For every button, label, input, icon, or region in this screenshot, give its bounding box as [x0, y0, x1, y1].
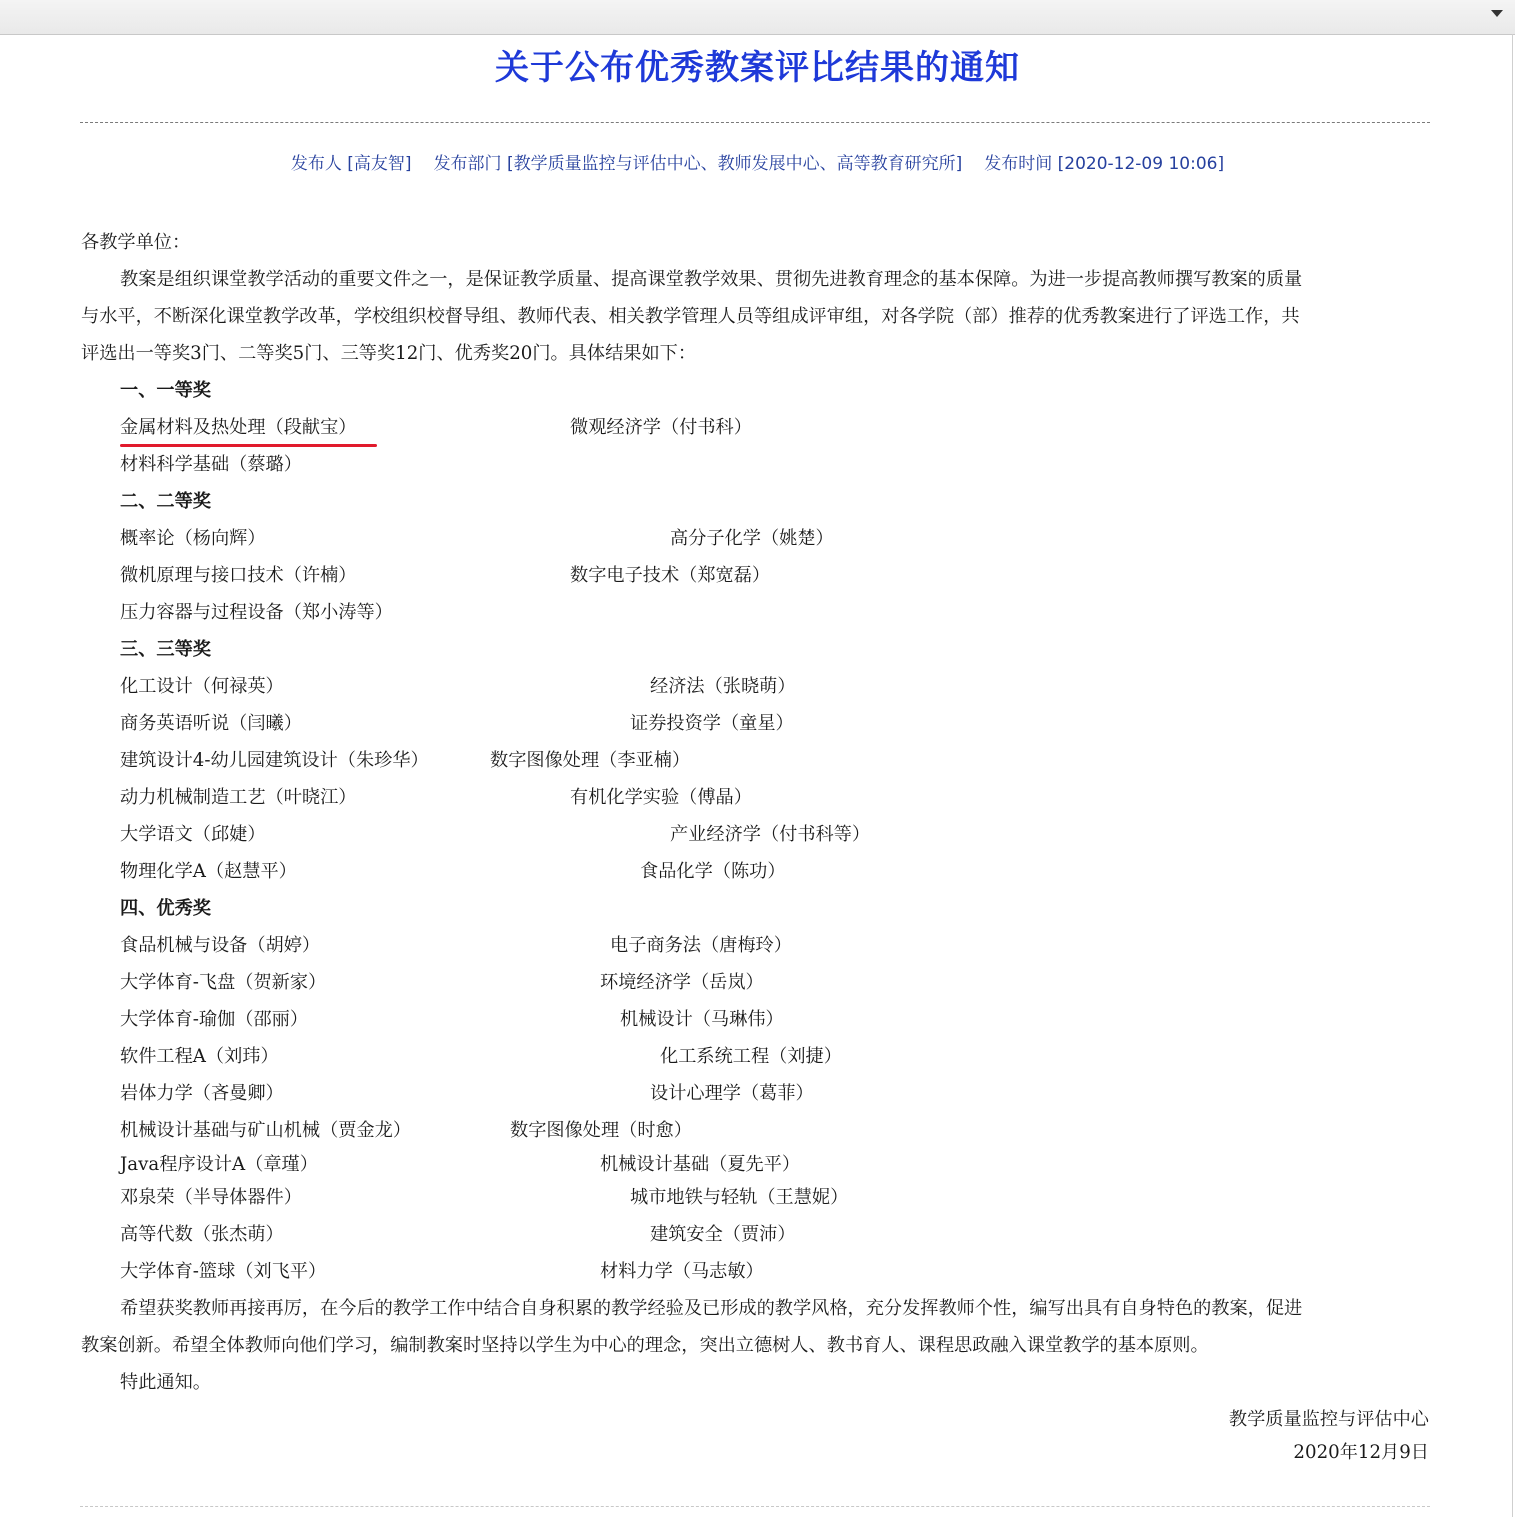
award-item: 化工设计（何禄英） [120, 676, 284, 697]
award-item: 机械设计基础与矿山机械（贾金龙） [120, 1120, 412, 1141]
award-item: 大学体育-瑜伽（邵丽） [120, 1009, 309, 1030]
award-item: 微观经济学（付书科） [570, 417, 752, 438]
department-link[interactable]: 发布部门 [教学质量监控与评估中心、教师发展中心、高等教育研究所] [433, 154, 963, 174]
award-item: 产业经济学（付书科等） [670, 824, 871, 845]
award-item: 商务英语听说（闫曦） [120, 713, 302, 734]
section-heading-third: 三、三等奖 [120, 639, 211, 660]
notice-text: 特此通知。 [120, 1372, 211, 1393]
award-item: 金属材料及热处理（段献宝） [120, 417, 357, 438]
award-item: 概率论（杨向辉） [120, 528, 266, 549]
award-item: 证券投资学（童星） [630, 713, 794, 734]
publish-info [0, 149, 1515, 174]
award-item: 设计心理学（葛菲） [650, 1083, 814, 1104]
award-item: 高等代数（张杰萌） [120, 1224, 284, 1245]
award-item: 岩体力学（吝曼卿） [120, 1083, 284, 1104]
scroll-edge [1512, 34, 1513, 1517]
award-item: 经济法（张晓萌） [650, 676, 796, 697]
award-item: 材料科学基础（蔡璐） [120, 454, 302, 475]
award-item: 动力机械制造工艺（叶晓江） [120, 787, 357, 808]
intro-line: 评选出一等奖3门、二等奖5门、三等奖12门、优秀奖20门。具体结果如下： [81, 343, 697, 364]
award-item: 城市地铁与轻轨（王慧妮） [630, 1187, 849, 1208]
award-item: 高分子化学（姚楚） [670, 528, 834, 549]
section-heading-first: 一、一等奖 [120, 380, 211, 401]
award-item: 邓泉荣（半导体器件） [120, 1187, 302, 1208]
intro-line: 教案是组织课堂教学活动的重要文件之一，是保证教学质量、提高课堂教学效果、贯彻先进教育理念的基本保障。为进一步提高教师撰写教案的质量 [120, 269, 1303, 290]
award-item: 材料力学（马志敏） [600, 1261, 764, 1282]
title-divider [80, 122, 1430, 123]
dropdown-arrow-icon[interactable] [1491, 10, 1503, 17]
award-item: 数字图像处理（时愈） [510, 1120, 692, 1141]
award-item: 电子商务法（唐梅玲） [610, 935, 792, 956]
signature: 教学质量监控与评估中心 [1228, 1409, 1429, 1430]
award-item: 大学体育-篮球（刘飞平） [120, 1261, 327, 1282]
browser-toolbar [0, 0, 1515, 35]
award-item: 微机原理与接口技术（许楠） [120, 565, 357, 586]
intro-line: 与水平，不断深化课堂教学改革，学校组织校督导组、教师代表、相关教学管理人员等组成评审组，对各学院（部）推荐的优秀教案进行了评选工作，共 [81, 306, 1300, 327]
award-item: 建筑安全（贾沛） [650, 1224, 796, 1245]
award-item: 建筑设计4-幼儿园建筑设计（朱珍华） [120, 750, 429, 771]
award-item: 机械设计基础（夏先平） [600, 1154, 801, 1175]
closing-line: 希望获奖教师再接再厉，在今后的教学工作中结合自身积累的教学经验及已形成的教学风格，充分发挥教师个性，编写出具有自身特色的教案，促进 [120, 1298, 1303, 1319]
award-item: Java程序设计A（章瑾） [120, 1154, 318, 1175]
award-item: 化工系统工程（刘捷） [660, 1046, 842, 1067]
salutation: 各教学单位： [81, 232, 191, 253]
publish-time: 发布时间 [2020-12-09 10:06] [984, 154, 1225, 174]
closing-line: 教案创新。希望全体教师向他们学习，编制教案时坚持以学生为中心的理念，突出立德树人、教书育人、课程思政融入课堂教学的基本原则。 [81, 1335, 1209, 1356]
publisher-link[interactable]: 发布人 [高友智] [290, 154, 412, 174]
award-item: 机械设计（马琳伟） [620, 1009, 784, 1030]
section-heading-second: 二、二等奖 [120, 491, 211, 512]
award-item: 软件工程A（刘玮） [120, 1046, 279, 1067]
award-item: 数字电子技术（郑宽磊） [570, 565, 771, 586]
award-item: 食品化学（陈功） [640, 861, 786, 882]
red-underline-highlight [120, 444, 377, 447]
award-item: 压力容器与过程设备（郑小涛等） [120, 602, 393, 623]
award-item: 有机化学实验（傅晶） [570, 787, 752, 808]
section-heading-excellent: 四、优秀奖 [120, 898, 211, 919]
footer-divider [80, 1506, 1430, 1507]
award-item: 大学体育-飞盘（贺新家） [120, 972, 327, 993]
award-item: 食品机械与设备（胡婷） [120, 935, 321, 956]
award-item: 物理化学A（赵慧平） [120, 861, 297, 882]
award-item: 大学语文（邱婕） [120, 824, 266, 845]
page-title: 关于公布优秀教案评比结果的通知 [495, 48, 1020, 88]
sign-date: 2020年12月9日 [1293, 1442, 1429, 1463]
award-item: 环境经济学（岳岚） [600, 972, 764, 993]
award-item: 数字图像处理（李亚楠） [490, 750, 691, 771]
